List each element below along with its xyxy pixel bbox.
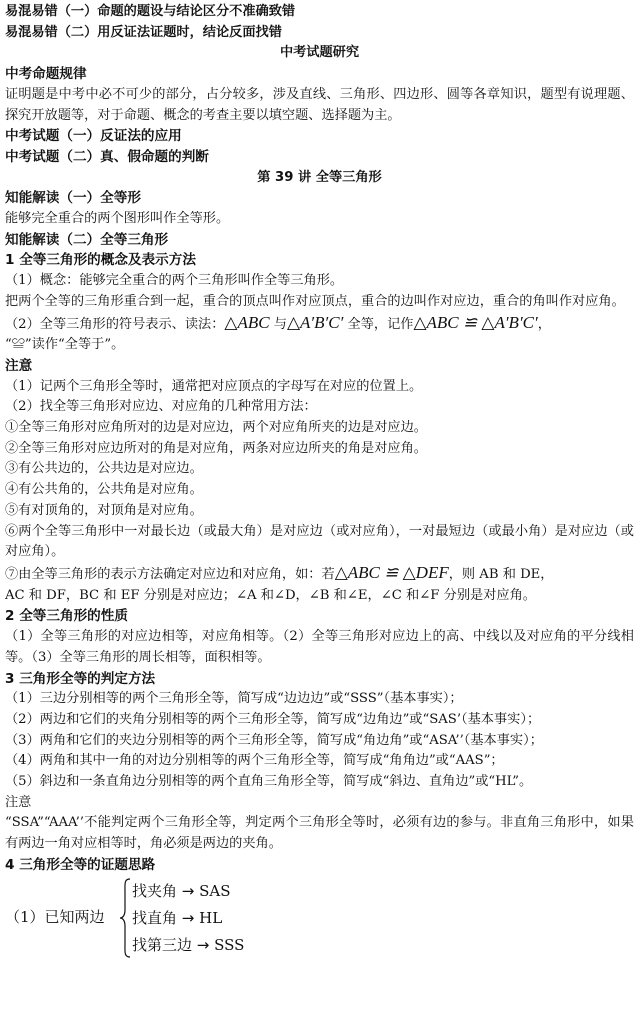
heading-criteria: 3 三角形全等的判定方法	[5, 670, 156, 687]
brace-item-result: SSS	[214, 935, 245, 954]
criterion-asa: （3）两角和它们的夹边分别相等的两个三角形全等，简写成“角边角”或“ASA’’（基本事实）；	[5, 732, 543, 748]
method-2: ②全等三角形对应边所对的角是对应角，两条对应边所夹的角是对应角。	[5, 440, 427, 456]
heading-knowledge-1: 知能解读（一）全等形	[5, 190, 141, 207]
brace-item-text: 找第三边	[132, 935, 193, 954]
proof-idea-brace	[5, 878, 634, 960]
method-6: ⑥两个全等三角形中一对最长边（或最大角）是对应边（或对应角），一对最短边（或最小角）是对应边（或对应角）。	[5, 523, 634, 560]
brace-items	[132, 878, 244, 959]
error-item-1: 易混易错（一）命题的题设与结论区分不准确致错	[5, 4, 296, 19]
criterion-aas: （4）两角和其中一角的对边分别相等的两个三角形全等，简写成“角角边”或“AAS”；	[5, 753, 504, 769]
method-5: ⑤有对顶角的，对顶角是对应角。	[5, 502, 203, 518]
arrow-right-icon: →	[181, 908, 195, 927]
method-7-tail: ，则 AB 和 DE，	[448, 566, 554, 582]
concept-corresponding: 把两个全等的三角形重合到一起，重合的顶点叫作对应顶点，重合的边叫作对应边，重合的角叫作对应角。	[5, 293, 625, 309]
section-title-research: 中考试题研究	[279, 45, 360, 61]
heading-exam-question-1: 中考试题（一）反证法的应用	[5, 128, 182, 145]
method-7-continued: AC 和 DF，BC 和 EF 分别是对应边；∠A 和∠D，∠B 和∠E，∠C 和∠F 分别是对应角。	[5, 587, 536, 603]
method-3: ③有公共边的，公共边是对应边。	[5, 461, 203, 477]
method-7	[5, 563, 634, 586]
triangle-abc-prime-formula: △A′B′C′	[286, 312, 344, 332]
criterion-sas: （2）两边和它们的夹角分别相等的两个三角形全等，简写成“边角边”或“SAS’（基本事实）；	[5, 711, 541, 727]
note-2-text: “SSA”“AAA’’不能判定两个三角形全等，判定两个三角形全等时，必须有边的参与。非直角三角形中，如果有两边一角对应相等时，角必须是两边的夹角。	[5, 815, 634, 852]
paragraph-exam-rules: 证明题是中考中必不可少的部分，占分较多，涉及直线、三角形、四边形、圆等各章知识，题型有说理题、探究开放题等，对于命题、概念的考查主要以填空题、选择题为主。	[5, 86, 634, 123]
triangle-def-formula: △ABC ≌ △DEF	[334, 562, 449, 582]
arrow-right-icon: →	[181, 881, 195, 900]
notation-reading: “≌”读作“全等于”。	[5, 337, 125, 353]
brace-item-result: SAS	[199, 881, 231, 900]
heading-proof-ideas: 4 三角形全等的证题思路	[5, 856, 156, 873]
notation-line	[5, 313, 634, 336]
heading-exam-rules: 中考命题规律	[5, 66, 87, 83]
heading-exam-question-2: 中考试题（二）真、假命题的判断	[5, 148, 209, 165]
brace-item	[132, 932, 244, 959]
heading-concept: 1 全等三角形的概念及表示方法	[5, 252, 196, 269]
notation-comma: ，	[537, 316, 551, 332]
notation-and: 与	[273, 316, 287, 332]
notation-intro: （2）全等三角形的符号表示、读法：	[5, 316, 225, 332]
congruence-formula: △ABC ≌ △A′B′C′	[413, 312, 538, 332]
brace-item-text: 找直角	[132, 908, 178, 927]
method-1: ①全等三角形对应角所对的边是对应边，两个对应角所夹的边是对应边。	[5, 420, 427, 436]
note-1-item-1: （1）记两个三角形全等时，通常把对应顶点的字母写在对应的位置上。	[5, 378, 423, 394]
heading-knowledge-2: 知能解读（二）全等三角形	[5, 231, 169, 248]
curly-brace-icon	[119, 878, 131, 958]
brace-item-result: HL	[199, 908, 223, 927]
error-item-2: 易混易错（二）用反证法证题时，结论反面找错	[5, 24, 282, 40]
brace-label: （1）已知两边	[5, 907, 105, 926]
criterion-sss: （1）三边分别相等的两个三角形全等，简写成“边边边”或“SSS”（基本事实）；	[5, 691, 463, 707]
note-1-item-2: （2）找全等三角形对应边、对应角的几种常用方法：	[5, 399, 317, 415]
lecture-title: 第 39 讲 全等三角形	[257, 169, 382, 185]
properties-text: （1）全等三角形的对应边相等，对应角相等。（2）全等三角形对应边上的高、中线以及对应角的平分线相等。（3）全等三角形的周长相等，面积相等。	[5, 629, 634, 665]
arrow-right-icon: →	[196, 935, 210, 954]
triangle-abc-formula: △ABC	[224, 312, 270, 332]
heading-properties: 2 全等三角形的性质	[5, 608, 128, 625]
brace-item	[132, 905, 244, 932]
brace-item-text: 找夹角	[132, 881, 178, 900]
criterion-hl: （5）斜边和一条直角边分别相等的两个直角三角形全等，简写成“斜边、直角边”或“HL”。	[5, 774, 533, 790]
concept-definition: （1）概念：能够完全重合的两个三角形叫作全等三角形。	[5, 273, 344, 289]
brace-item	[132, 878, 244, 905]
method-4: ④有公共角的，公共角是对应角。	[5, 482, 203, 498]
notation-congruent: 全等，记作	[347, 316, 414, 332]
heading-note-1: 注意	[5, 357, 33, 374]
heading-note-2: 注意	[5, 794, 32, 810]
definition-congruent-figure: 能够完全重合的两个图形叫作全等形。	[5, 211, 230, 227]
method-7-intro: ⑦由全等三角形的表示方法确定对应边和对应角，如：若	[5, 566, 335, 582]
